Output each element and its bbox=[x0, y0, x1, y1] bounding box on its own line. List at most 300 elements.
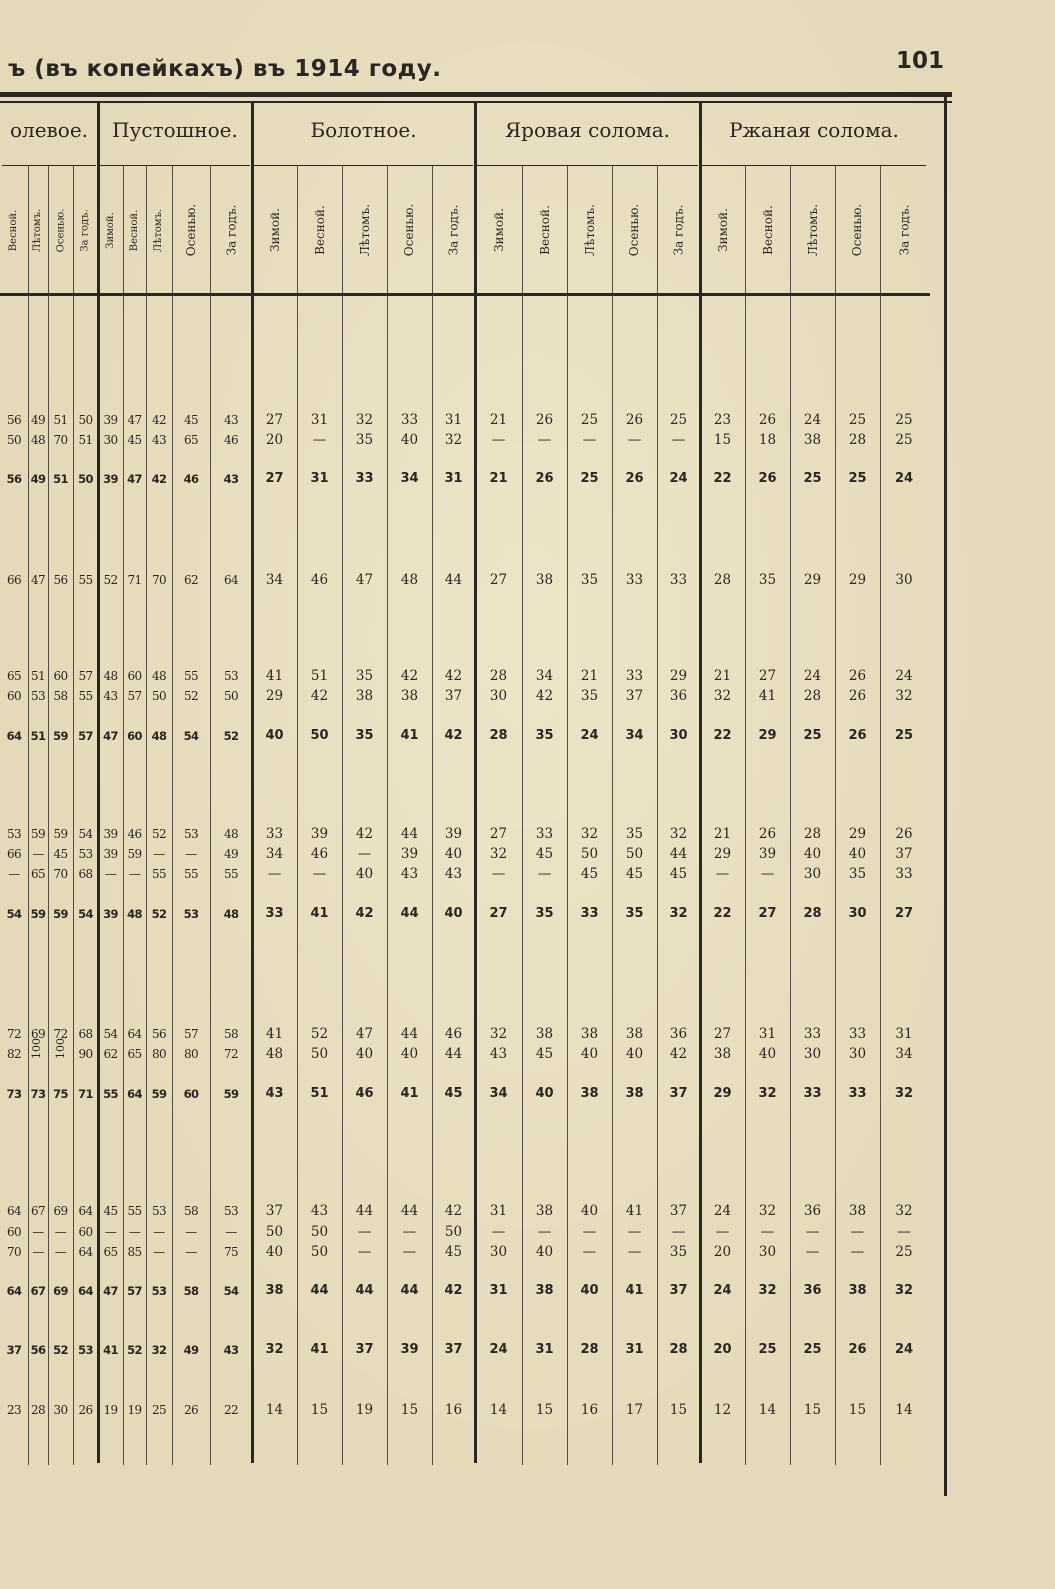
table-cell: 54 bbox=[103, 1027, 118, 1041]
column-header bbox=[612, 172, 657, 288]
table-cell: 50 bbox=[310, 1224, 329, 1240]
table-cell: 33 bbox=[580, 906, 599, 921]
table-cell: 43 bbox=[400, 866, 419, 882]
table-cell: 33 bbox=[355, 471, 374, 486]
column-header-label: Весной. bbox=[537, 205, 552, 255]
column-header bbox=[98, 172, 123, 288]
table-cell: 41 bbox=[758, 688, 777, 704]
table-cell: 39 bbox=[103, 413, 118, 427]
table-cell: 30 bbox=[489, 688, 508, 704]
table-cell: 59 bbox=[127, 847, 142, 861]
table-cell: 52 bbox=[223, 729, 239, 743]
table-cell: 32 bbox=[713, 688, 732, 704]
table-cell: 41 bbox=[265, 1026, 284, 1042]
table-cell: 48 bbox=[127, 907, 142, 921]
table-cell: 35 bbox=[355, 432, 374, 448]
table-cell: 68 bbox=[78, 1027, 93, 1041]
column-header-label: За годъ. bbox=[897, 204, 912, 256]
column-header bbox=[0, 172, 28, 288]
table-cell: 34 bbox=[265, 572, 284, 588]
table-cell: — bbox=[715, 1224, 730, 1240]
table-cell: 72 bbox=[6, 1027, 22, 1041]
table-cell: 48 bbox=[30, 433, 46, 447]
table-cell: — bbox=[671, 432, 686, 448]
table-cell: 43 bbox=[489, 1046, 508, 1062]
table-cell: 40 bbox=[758, 1046, 777, 1062]
table-cell: 40 bbox=[625, 1046, 644, 1062]
table-cell: 40 bbox=[400, 1046, 419, 1062]
table-cell: 38 bbox=[400, 688, 419, 704]
table-cell: 40 bbox=[355, 866, 374, 882]
group-title-rule bbox=[100, 165, 250, 166]
table-cell: 45 bbox=[625, 866, 644, 882]
column-header-label: Лѣтомъ. bbox=[582, 204, 597, 256]
table-cell: 43 bbox=[223, 1343, 239, 1357]
table-cell: 35 bbox=[355, 728, 374, 743]
table-cell: 39 bbox=[400, 1342, 419, 1357]
table-cell: 33 bbox=[803, 1086, 822, 1101]
table-cell: 49 bbox=[30, 472, 46, 486]
table-cell: 25 bbox=[848, 471, 867, 486]
table-cell: 44 bbox=[400, 1026, 419, 1042]
table-cell: 64 bbox=[78, 1284, 93, 1298]
column-header bbox=[432, 172, 475, 288]
table-cell: — bbox=[8, 867, 20, 881]
table-cell: 46 bbox=[223, 433, 239, 447]
table-cell: 32 bbox=[758, 1283, 777, 1298]
table-cell: 50 bbox=[310, 728, 329, 743]
column-header-label: Осенью. bbox=[184, 203, 199, 257]
table-cell: 59 bbox=[30, 907, 46, 921]
table-cell: 44 bbox=[444, 1046, 463, 1062]
table-cell: 28 bbox=[803, 826, 822, 842]
table-cell: 15 bbox=[535, 1402, 554, 1418]
table-cell: — bbox=[104, 1225, 117, 1239]
table-cell: 35 bbox=[580, 572, 599, 588]
table-cell: 35 bbox=[355, 668, 374, 684]
table-cell: 32 bbox=[489, 846, 508, 862]
table-cell: 73 bbox=[30, 1087, 46, 1101]
table-cell: 53 bbox=[151, 1284, 167, 1298]
table-cell: 26 bbox=[848, 668, 867, 684]
column-header bbox=[146, 172, 172, 288]
column-divider bbox=[123, 165, 124, 1465]
table-cell: 34 bbox=[625, 728, 644, 743]
table-cell: — bbox=[582, 1244, 597, 1260]
table-cell: 31 bbox=[310, 412, 329, 428]
column-header-label: Зимой. bbox=[105, 211, 117, 249]
table-cell: — bbox=[312, 432, 327, 448]
group-title: Яровая солома. bbox=[505, 118, 670, 142]
table-cell: 51 bbox=[53, 472, 68, 486]
table-cell: 32 bbox=[669, 906, 688, 921]
table-cell: 44 bbox=[400, 1283, 419, 1298]
table-cell: 21 bbox=[489, 412, 508, 428]
table-cell: 28 bbox=[713, 572, 732, 588]
column-header-label: Зимой. bbox=[267, 208, 282, 252]
table-cell: 27 bbox=[489, 572, 508, 588]
table-cell: 24 bbox=[669, 471, 688, 486]
table-cell: 48 bbox=[223, 907, 239, 921]
table-cell: 27 bbox=[758, 668, 777, 684]
table-cell: 24 bbox=[713, 1283, 732, 1298]
table-cell: 46 bbox=[127, 827, 142, 841]
table-cell: 42 bbox=[444, 1203, 463, 1219]
table-cell: 20 bbox=[713, 1244, 732, 1260]
table-cell: 69 bbox=[53, 1284, 68, 1298]
table-cell: 28 bbox=[803, 688, 822, 704]
table-cell: — bbox=[402, 1244, 417, 1260]
table-cell: 17 bbox=[625, 1402, 644, 1418]
table-cell: 26 bbox=[758, 471, 777, 486]
table-cell: 28 bbox=[848, 432, 867, 448]
table-cell: 20 bbox=[265, 432, 284, 448]
table-cell: 73 bbox=[6, 1087, 22, 1101]
table-cell: 41 bbox=[625, 1283, 644, 1298]
table-cell: 90 bbox=[78, 1047, 93, 1061]
table-cell: 25 bbox=[758, 1342, 777, 1357]
table-cell: 22 bbox=[223, 1403, 239, 1417]
table-cell: — bbox=[760, 1224, 775, 1240]
table-cell: 50 bbox=[310, 1244, 329, 1260]
table-cell: 54 bbox=[223, 1284, 239, 1298]
table-cell: 35 bbox=[848, 866, 867, 882]
table-cell: 25 bbox=[848, 412, 867, 428]
table-cell: 46 bbox=[444, 1026, 463, 1042]
column-header bbox=[880, 172, 928, 288]
table-cell: 46 bbox=[183, 472, 199, 486]
table-cell: — bbox=[760, 866, 775, 882]
table-cell: — bbox=[805, 1224, 820, 1240]
table-cell: 43 bbox=[151, 433, 167, 447]
table-cell: 31 bbox=[758, 1026, 777, 1042]
table-cell: — bbox=[537, 866, 552, 882]
table-cell: 42 bbox=[444, 668, 463, 684]
column-header bbox=[28, 172, 48, 288]
table-cell: 38 bbox=[803, 432, 822, 448]
table-cell: 42 bbox=[669, 1046, 688, 1062]
table-cell: 21 bbox=[713, 668, 732, 684]
column-header-label: Зимой. bbox=[491, 208, 506, 252]
table-cell: 53 bbox=[223, 1204, 239, 1218]
table-cell: 45 bbox=[53, 847, 68, 861]
table-cell: 34 bbox=[895, 1046, 913, 1062]
table-cell: 45 bbox=[183, 413, 199, 427]
table-cell: 34 bbox=[535, 668, 554, 684]
table-cell: 30 bbox=[103, 433, 118, 447]
table-cell: 22 bbox=[713, 471, 732, 486]
table-cell: 51 bbox=[30, 669, 46, 683]
column-header bbox=[835, 172, 880, 288]
table-cell: 40 bbox=[444, 906, 463, 921]
table-cell: 18 bbox=[758, 432, 777, 448]
table-cell: — bbox=[312, 866, 327, 882]
table-cell: 37 bbox=[444, 1342, 463, 1357]
table-cell: 59 bbox=[30, 827, 46, 841]
table-cell: 46 bbox=[355, 1086, 374, 1101]
table-cell: 49 bbox=[30, 413, 46, 427]
table-cell: 44 bbox=[310, 1283, 329, 1298]
column-divider bbox=[342, 165, 343, 1465]
table-cell: 35 bbox=[535, 728, 554, 743]
table-cell: 32 bbox=[355, 412, 374, 428]
table-cell: 25 bbox=[803, 471, 822, 486]
table-cell: 26 bbox=[758, 412, 777, 428]
table-cell: — bbox=[153, 847, 165, 861]
table-cell: 48 bbox=[265, 1046, 284, 1062]
table-cell: — bbox=[627, 1224, 642, 1240]
table-cell: 62 bbox=[183, 573, 199, 587]
table-cell: 34 bbox=[265, 846, 284, 862]
table-cell: 62 bbox=[103, 1047, 118, 1061]
table-cell: 45 bbox=[103, 1204, 118, 1218]
table-cell: 54 bbox=[78, 827, 93, 841]
table-cell: 37 bbox=[444, 688, 463, 704]
table-cell: 48 bbox=[400, 572, 419, 588]
table-cell: 52 bbox=[103, 573, 118, 587]
table-cell: 41 bbox=[310, 1342, 329, 1357]
table-cell: 26 bbox=[758, 826, 777, 842]
table-cell: 32 bbox=[580, 826, 599, 842]
table-cell: 64 bbox=[6, 1284, 22, 1298]
table-cell: 30 bbox=[489, 1244, 508, 1260]
table-cell: 29 bbox=[669, 668, 688, 684]
table-cell: 33 bbox=[625, 668, 644, 684]
table-cell: 54 bbox=[78, 907, 93, 921]
table-cell: 51 bbox=[30, 729, 46, 743]
table-cell: 45 bbox=[535, 1046, 554, 1062]
table-cell: 69 bbox=[53, 1204, 68, 1218]
table-cell: 50 bbox=[223, 689, 239, 703]
table-cell: 40 bbox=[265, 1244, 284, 1260]
table-cell: 57 bbox=[127, 1284, 142, 1298]
table-cell: 43 bbox=[223, 472, 239, 486]
table-cell: 33 bbox=[803, 1026, 822, 1042]
table-cell: 26 bbox=[78, 1403, 93, 1417]
table-cell: 31 bbox=[895, 1026, 913, 1042]
table-cell: 41 bbox=[265, 668, 284, 684]
table-cell: 60 bbox=[127, 729, 142, 743]
column-header-label: Лѣтомъ. bbox=[357, 204, 372, 256]
table-cell: 38 bbox=[713, 1046, 732, 1062]
table-cell: 37 bbox=[625, 688, 644, 704]
table-cell: 31 bbox=[444, 412, 463, 428]
table-cell: 28 bbox=[803, 906, 822, 921]
table-cell: 38 bbox=[265, 1283, 284, 1298]
table-cell: 64 bbox=[6, 1204, 22, 1218]
table-cell: 40 bbox=[400, 432, 419, 448]
table-cell: 32 bbox=[758, 1086, 777, 1101]
table-cell: 25 bbox=[895, 1244, 913, 1260]
table-cell: 28 bbox=[30, 1403, 46, 1417]
table-cell: 26 bbox=[848, 728, 867, 743]
column-header bbox=[790, 172, 835, 288]
table-cell: 60 bbox=[78, 1225, 93, 1239]
table-cell: 39 bbox=[444, 826, 463, 842]
column-header bbox=[48, 172, 73, 288]
table-cell: 34 bbox=[489, 1086, 508, 1101]
table-cell: 53 bbox=[78, 1343, 93, 1357]
table-cell: 30 bbox=[848, 1046, 867, 1062]
table-cell: 45 bbox=[127, 433, 142, 447]
table-cell: 27 bbox=[489, 906, 508, 921]
table-cell: — bbox=[185, 847, 197, 861]
table-cell: 32 bbox=[894, 1086, 914, 1101]
table-cell: 24 bbox=[713, 1203, 732, 1219]
table-cell: 38 bbox=[580, 1026, 599, 1042]
column-header-label: Весной. bbox=[312, 205, 327, 255]
table-cell: 29 bbox=[713, 846, 732, 862]
table-cell: 100 bbox=[30, 1038, 43, 1059]
table-cell: — bbox=[897, 1224, 911, 1240]
table-cell: 44 bbox=[355, 1203, 374, 1219]
table-cell: 53 bbox=[6, 827, 22, 841]
table-cell: — bbox=[582, 432, 597, 448]
table-cell: 39 bbox=[758, 846, 777, 862]
table-cell: 26 bbox=[848, 688, 867, 704]
table-cell: 25 bbox=[580, 471, 599, 486]
table-cell: 32 bbox=[489, 1026, 508, 1042]
table-cell: 22 bbox=[713, 728, 732, 743]
table-cell: 54 bbox=[6, 907, 22, 921]
column-header-label: Зимой. bbox=[715, 208, 730, 252]
table-cell: 38 bbox=[848, 1203, 867, 1219]
table-cell: 21 bbox=[489, 471, 508, 486]
group-title: Пустошное. bbox=[112, 118, 238, 142]
table-cell: 15 bbox=[669, 1402, 688, 1418]
table-cell: 58 bbox=[223, 1027, 239, 1041]
table-cell: 55 bbox=[223, 867, 239, 881]
table-cell: 52 bbox=[53, 1343, 68, 1357]
table-cell: 21 bbox=[580, 668, 599, 684]
table-cell: 33 bbox=[669, 572, 688, 588]
table-cell: — bbox=[537, 1224, 552, 1240]
table-cell: 35 bbox=[580, 688, 599, 704]
table-cell: 38 bbox=[848, 1283, 867, 1298]
table-cell: 27 bbox=[894, 906, 914, 921]
table-cell: 35 bbox=[625, 826, 644, 842]
column-header-label: Лѣтомъ. bbox=[153, 208, 165, 252]
table-cell: 64 bbox=[78, 1204, 93, 1218]
table-cell: 32 bbox=[758, 1203, 777, 1219]
table-cell: 42 bbox=[151, 413, 167, 427]
table-cell: 50 bbox=[151, 689, 167, 703]
table-cell: 39 bbox=[310, 826, 329, 842]
group-title-rule bbox=[2, 165, 96, 166]
table-cell: 55 bbox=[78, 573, 93, 587]
table-cell: 57 bbox=[78, 729, 93, 743]
table-cell: 24 bbox=[894, 1342, 914, 1357]
column-divider bbox=[567, 165, 568, 1465]
table-cell: — bbox=[491, 866, 506, 882]
table-cell: 40 bbox=[803, 846, 822, 862]
table-cell: 48 bbox=[151, 669, 167, 683]
column-divider bbox=[73, 165, 74, 1465]
table-cell: 37 bbox=[6, 1343, 22, 1357]
column-header-label: Осенью. bbox=[627, 203, 642, 257]
table-cell: 67 bbox=[30, 1204, 46, 1218]
table-cell: 72 bbox=[53, 1027, 68, 1041]
table-cell: 47 bbox=[355, 572, 374, 588]
table-cell: 30 bbox=[895, 572, 913, 588]
table-cell: 40 bbox=[265, 728, 284, 743]
table-cell: 43 bbox=[444, 866, 463, 882]
table-cell: 37 bbox=[669, 1086, 688, 1101]
table-cell: 26 bbox=[625, 412, 644, 428]
table-cell: 24 bbox=[803, 668, 822, 684]
table-cell: 20 bbox=[713, 1342, 732, 1357]
table-cell: 59 bbox=[53, 827, 68, 841]
table-cell: 52 bbox=[127, 1343, 142, 1357]
table-cell: 29 bbox=[713, 1086, 732, 1101]
table-cell: 42 bbox=[400, 668, 419, 684]
table-cell: 23 bbox=[713, 412, 732, 428]
column-header bbox=[657, 172, 700, 288]
table-cell: 38 bbox=[535, 1026, 554, 1042]
table-cell: 28 bbox=[669, 1342, 688, 1357]
table-cell: 60 bbox=[53, 669, 68, 683]
table-cell: 50 bbox=[444, 1224, 463, 1240]
group-title: олевое. bbox=[9, 118, 89, 142]
table-cell: 60 bbox=[127, 669, 142, 683]
table-cell: 25 bbox=[151, 1403, 167, 1417]
table-cell: 53 bbox=[151, 1204, 167, 1218]
table-cell: 57 bbox=[78, 669, 93, 683]
column-divider bbox=[146, 165, 147, 1465]
column-header bbox=[123, 172, 146, 288]
table-cell: 25 bbox=[895, 412, 913, 428]
column-divider bbox=[522, 165, 523, 1465]
table-cell: 38 bbox=[625, 1026, 644, 1042]
table-cell: 38 bbox=[625, 1086, 644, 1101]
table-cell: 29 bbox=[848, 572, 867, 588]
table-cell: 44 bbox=[400, 906, 419, 921]
table-cell: 39 bbox=[103, 472, 118, 486]
table-cell: 45 bbox=[444, 1244, 463, 1260]
table-cell: — bbox=[357, 846, 372, 862]
table-cell: 65 bbox=[127, 1047, 142, 1061]
table-cell: 43 bbox=[223, 413, 239, 427]
table-cell: 64 bbox=[127, 1087, 142, 1101]
table-cell: 33 bbox=[848, 1026, 867, 1042]
table-cell: 25 bbox=[580, 412, 599, 428]
table-cell: 43 bbox=[310, 1203, 329, 1219]
table-cell: 25 bbox=[669, 412, 688, 428]
column-header bbox=[387, 172, 432, 288]
table-cell: 40 bbox=[535, 1086, 554, 1101]
table-cell: 48 bbox=[223, 827, 239, 841]
table-cell: 41 bbox=[103, 1343, 118, 1357]
table-cell: 38 bbox=[580, 1086, 599, 1101]
table-cell: 40 bbox=[580, 1046, 599, 1062]
table-cell: 57 bbox=[183, 1027, 199, 1041]
table-cell: — bbox=[32, 1245, 44, 1259]
table-cell: 58 bbox=[183, 1284, 199, 1298]
table-cell: 52 bbox=[151, 907, 167, 921]
table-cell: 53 bbox=[183, 827, 199, 841]
table-cell: 65 bbox=[6, 669, 22, 683]
table-cell: 50 bbox=[6, 433, 22, 447]
table-cell: 33 bbox=[265, 906, 284, 921]
table-cell: 15 bbox=[310, 1402, 329, 1418]
table-cell: 35 bbox=[625, 906, 644, 921]
table-cell: 70 bbox=[151, 573, 167, 587]
column-header bbox=[475, 172, 522, 288]
table-cell: — bbox=[537, 432, 552, 448]
table-cell: — bbox=[715, 866, 730, 882]
table-cell: 43 bbox=[103, 689, 118, 703]
table-cell: 26 bbox=[848, 1342, 867, 1357]
